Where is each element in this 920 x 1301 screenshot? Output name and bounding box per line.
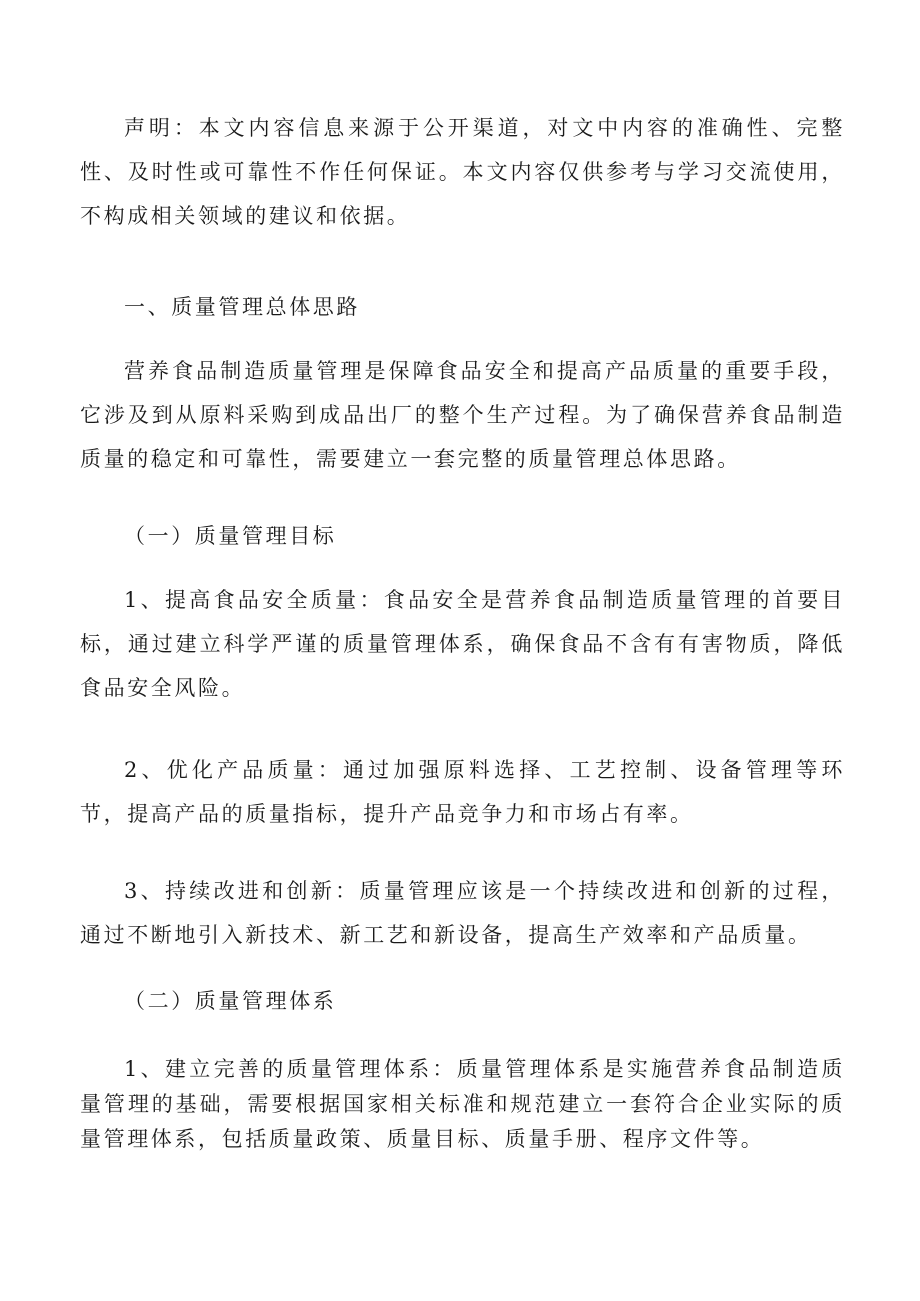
disclaimer-paragraph: 声明：本文内容信息来源于公开渠道，对文中内容的准确性、完整性、及时性或可靠性不作任何保证。本文内容仅供参考与学习交流使用，不构成相关领域的建议和依据。 — [80, 116, 845, 228]
goal-item-1: 1、提高食品安全质量：食品安全是营养食品制造质量管理的首要目标，通过建立科学严谨的质量管理体系，确保食品不含有有害物质，降低食品安全风险。 — [80, 588, 845, 700]
subsection-heading-system: （二）质量管理体系 — [124, 989, 337, 1013]
goal-item-3: 3、持续改进和创新：质量管理应该是一个持续改进和创新的过程，通过不断地引入新技术、新工艺和新设备，提高生产效率和产品质量。 — [80, 879, 845, 947]
system-item-1: 1、建立完善的质量管理体系：质量管理体系是实施营养食品制造质量管理的基础，需要根据国家相关标准和规范建立一套符合企业实际的质量管理体系，包括质量政策、质量目标、质量手册、程序文件等。 — [80, 1057, 845, 1151]
section-intro-paragraph: 营养食品制造质量管理是保障食品安全和提高产品质量的重要手段，它涉及到从原料采购到成品出厂的整个生产过程。为了确保营养食品制造质量的稳定和可靠性，需要建立一套完整的质量管理总体思路。 — [80, 359, 845, 471]
subsection-heading-goals: （一）质量管理目标 — [124, 524, 337, 548]
goal-item-2: 2、优化产品质量：通过加强原料选择、工艺控制、设备管理等环节，提高产品的质量指标，提升产品竞争力和市场占有率。 — [80, 758, 845, 826]
section-heading: 一、质量管理总体思路 — [124, 295, 360, 319]
